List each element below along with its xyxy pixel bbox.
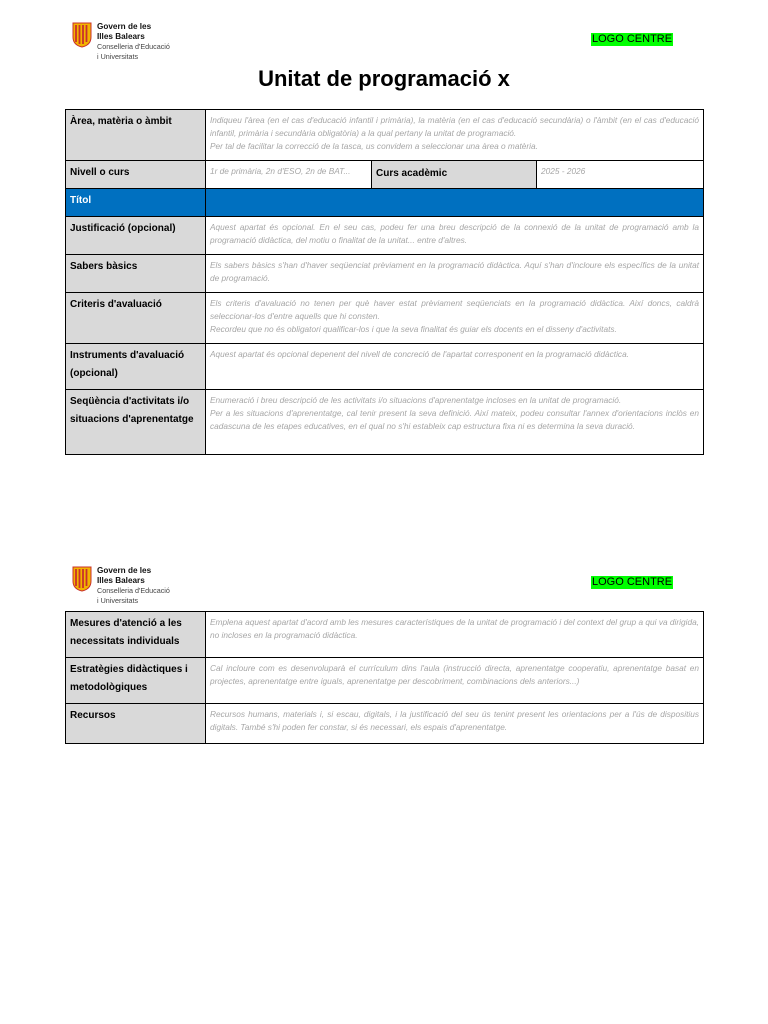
row-sabers <box>66 255 704 293</box>
row-area <box>66 110 704 161</box>
sequencia-label: Seqüència d'activitats i/o situacions d'aprenentatge <box>66 390 206 455</box>
logo-line-1: Govern de les <box>97 566 152 575</box>
recursos-label: Recursos <box>66 704 206 744</box>
row-titol <box>66 189 704 217</box>
nivell-label: Nivell o curs <box>66 161 206 189</box>
programming-table-secondary <box>65 611 704 744</box>
logo-line-2: Illes Balears <box>97 576 145 585</box>
programming-table-main <box>65 109 704 455</box>
page-title: Unitat de programació x <box>258 66 510 91</box>
estrategies-field[interactable]: Cal incloure com es desenvoluparà el currículum dins l'aula (instrucció directa, aprenentatge cooperatiu, aprenentatge basat en projectes, aprenentatge entre iguals, aprenentatge per descobriment, combinacions dels anteriors...) <box>206 658 704 704</box>
justificacio-field[interactable]: Aquest apartat és opcional. En el seu cas, podeu fer una breu descripció de la connexió de la unitat de programació amb la programació didàctica, del motiu o finalitat de la unitat... entre d'altres. <box>206 217 704 255</box>
recursos-field[interactable]: Recursos humans, materials i, si escau, digitals, i la justificació del seu ús tenint present les orientacions per a l'ús de dispositius digitals. També s'hi poden fer constar, si és necessari, els espais d'aprenentatge. <box>206 704 704 744</box>
govern-logo-page2 <box>72 566 170 606</box>
row-estrategies <box>66 658 704 704</box>
govern-logo <box>72 22 170 62</box>
instruments-label: Instruments d'avaluació (opcional) <box>66 344 206 390</box>
logo-line-1: Govern de les <box>97 22 152 31</box>
row-nivell <box>66 161 704 189</box>
estrategies-label: Estratègies didàctiques i metodològiques <box>66 658 206 704</box>
govern-crest-icon <box>72 22 92 48</box>
sequencia-field[interactable]: Enumeració i breu descripció de les activitats i/o situacions d'aprenentatge incloses en la unitat de programació. Per a les situacions d'aprenentatge, cal tenir present la seva definició. Així mateix, podeu consultar l'annex d'orientacions inclòs en cadascuna de les etapes educatives, en el qual no s'hi estableix cap estructura fixa ni es determina la seva duració. <box>206 390 704 455</box>
logo-centre-placeholder: LOGO CENTRE <box>592 33 673 45</box>
criteris-field[interactable]: Els criteris d'avaluació no tenen per què haver estat prèviament seqüenciats en la programació didàctica. Així doncs, caldrà seleccionar-los d'entre aquells que hi consten. Recordeu que no és obligatori qualificar-los i que la seva finalitat és guiar els docents en el disseny d'activitats. <box>206 293 704 344</box>
nivell-field[interactable]: 1r de primària, 2n d'ESO, 2n de BAT... <box>206 161 372 189</box>
logo-centre-placeholder-page2: LOGO CENTRE <box>592 576 673 588</box>
mesures-field[interactable]: Emplena aquest apartat d'acord amb les mesures característiques de la unitat de programació i del context del grup a qui va dirigida, no incloses en la programació didàctica. <box>206 612 704 658</box>
curs-field[interactable]: 2025 - 2026 <box>537 161 704 189</box>
row-sequencia <box>66 390 704 455</box>
curs-label: Curs acadèmic <box>372 161 537 189</box>
area-label: Àrea, matèria o àmbit <box>66 110 206 161</box>
row-criteris <box>66 293 704 344</box>
logo-line-2: Illes Balears <box>97 32 145 41</box>
row-instruments <box>66 344 704 390</box>
sabers-label: Sabers bàsics <box>66 255 206 293</box>
mesures-label: Mesures d'atenció a les necessitats individuals <box>66 612 206 658</box>
instruments-field[interactable]: Aquest apartat és opcional depenent del nivell de concreció de l'apartat corresponent en la programació didàctica. <box>206 344 704 390</box>
criteris-label: Criteris d'avaluació <box>66 293 206 344</box>
govern-crest-icon <box>72 566 92 592</box>
logo-line-4: i Universitats <box>97 52 139 61</box>
sabers-field[interactable]: Els sabers bàsics s'han d'haver seqüenciat prèviament en la programació didàctica. Aquí s'han d'incloure els específics de la unitat de programació. <box>206 255 704 293</box>
titol-field[interactable] <box>206 189 704 217</box>
logo-line-4: i Universitats <box>97 596 139 605</box>
row-mesures <box>66 612 704 658</box>
area-field[interactable]: Indiqueu l'àrea (en el cas d'educació infantil i primària), la matèria (en el cas d'educació secundària) o l'àmbit (en el cas d'educació infantil, primària i secundària obligatòria) a la qual pertany la unitat de programació. Per tal de facilitar la correcció de la tasca, us convidem a seleccionar una àrea o matèria. <box>206 110 704 161</box>
logo-line-3: Conselleria d'Educació <box>97 586 170 595</box>
titol-label: Títol <box>66 189 206 217</box>
justificacio-label: Justificació (opcional) <box>66 217 206 255</box>
row-justificacio <box>66 217 704 255</box>
row-recursos <box>66 704 704 744</box>
logo-line-3: Conselleria d'Educació <box>97 42 170 51</box>
